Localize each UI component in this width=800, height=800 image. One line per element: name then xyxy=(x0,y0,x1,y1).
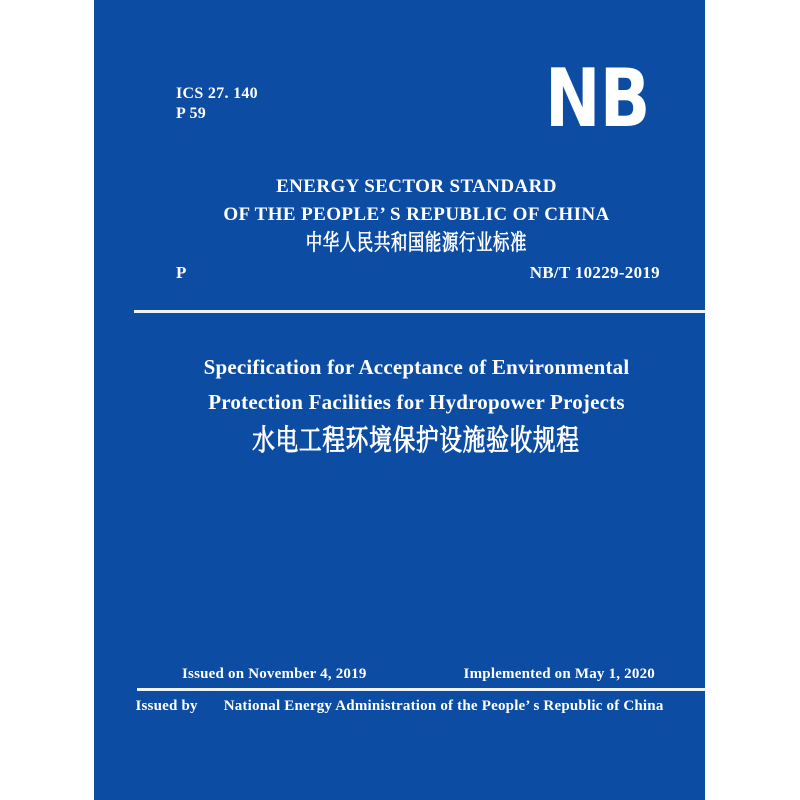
issued-date: Issued on November 4, 2019 xyxy=(182,666,367,682)
issued-by-name: National Energy Administration of the People’ s Republic of China xyxy=(223,698,664,714)
standard-name-cn-text: 中华人民共和国能源行业标准 xyxy=(305,231,528,256)
index-letter: P xyxy=(176,263,187,282)
standard-name-cn xyxy=(128,226,705,257)
issued-by-label: Issued by xyxy=(135,698,198,714)
doc-title-en-line2: Protection Facilities for Hydropower Projects xyxy=(208,390,625,414)
issued-by-row xyxy=(94,698,705,715)
standard-name-en-line1: ENERGY SECTOR STANDARD xyxy=(276,176,557,197)
header-rule xyxy=(134,310,705,313)
document-class-number: P 59 xyxy=(176,105,207,122)
nb-logo: NB xyxy=(545,52,650,145)
cover-page xyxy=(94,0,705,800)
dates-row xyxy=(182,666,655,683)
implemented-date: Implemented on May 1, 2020 xyxy=(463,666,655,682)
doc-title-en-line1: Specification for Acceptance of Environmental xyxy=(203,355,630,379)
standard-code: NB/T 10229-2019 xyxy=(529,263,660,282)
code-row xyxy=(176,263,660,283)
doc-title-cn xyxy=(128,418,705,459)
standard-name-en-line2: OF THE PEOPLE’ S REPUBLIC OF CHINA xyxy=(223,204,610,225)
footer-rule xyxy=(137,688,705,691)
doc-title-cn-text: 水电工程环境保护设施验收规程 xyxy=(252,425,581,457)
ics-block xyxy=(176,84,258,124)
ics-number: ICS 27. 140 xyxy=(176,85,258,102)
